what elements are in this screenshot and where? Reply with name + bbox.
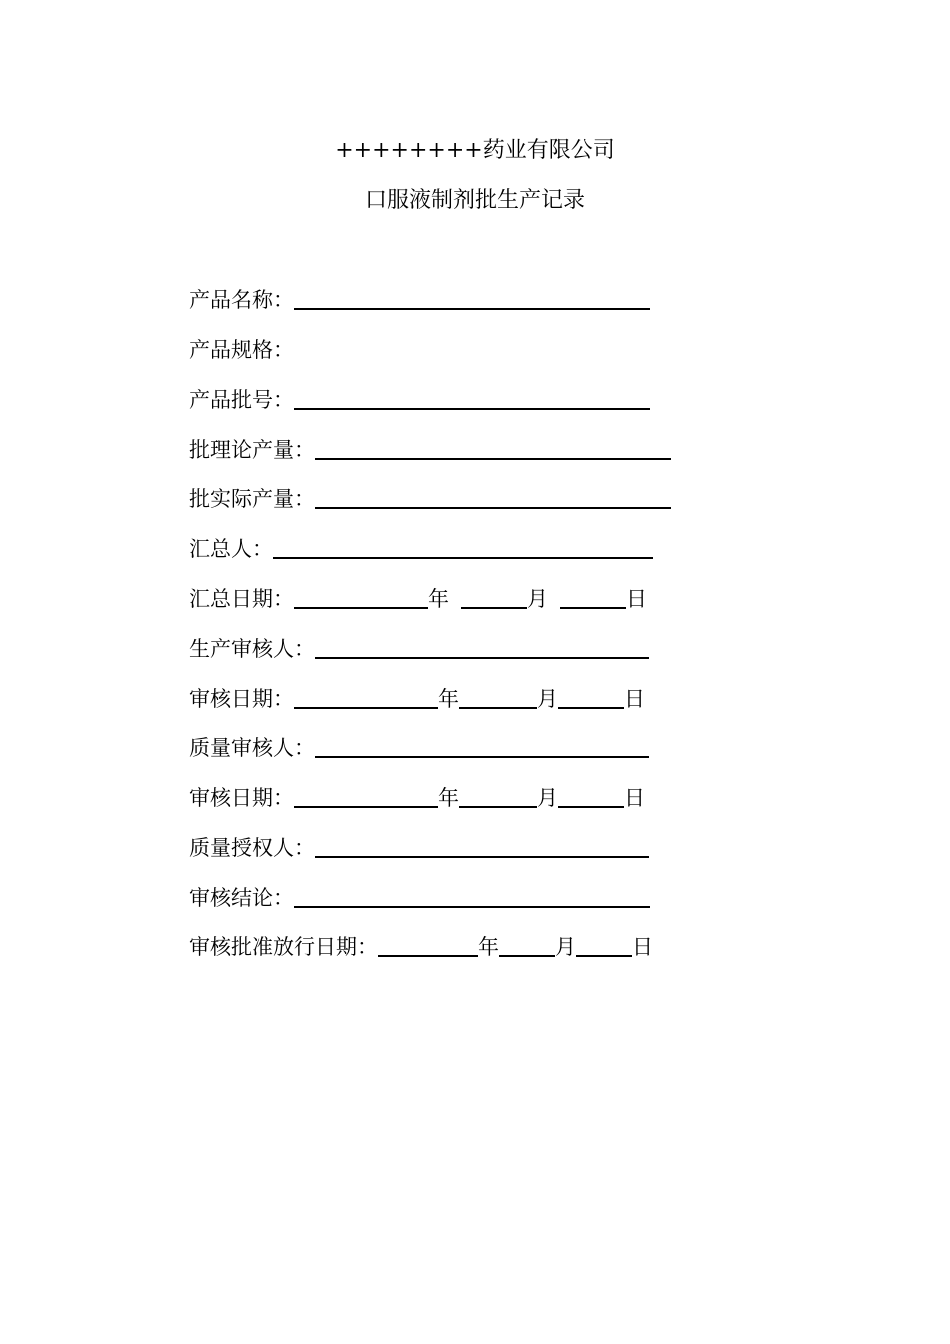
actual-yield-label: 批实际产量： xyxy=(189,487,315,511)
month-unit: 月 xyxy=(537,786,558,810)
summary-day-field[interactable] xyxy=(560,585,626,609)
theoretical-yield-field[interactable] xyxy=(315,436,671,460)
review-year-field-1[interactable] xyxy=(294,685,438,709)
review-year-field-2[interactable] xyxy=(294,784,438,808)
batch-no-label: 产品批号： xyxy=(189,388,294,412)
company-name: ++++++++药业有限公司 xyxy=(335,138,615,163)
actual-yield-row xyxy=(189,481,671,513)
product-name-label: 产品名称： xyxy=(189,288,294,312)
year-unit: 年 xyxy=(428,587,449,611)
production-reviewer-field[interactable] xyxy=(315,635,649,659)
summary-year-field[interactable] xyxy=(294,585,428,609)
release-date-label: 审核批准放行日期： xyxy=(189,935,378,959)
summarizer-field[interactable] xyxy=(273,535,653,559)
day-unit: 日 xyxy=(624,786,645,810)
review-month-field-2[interactable] xyxy=(459,784,537,808)
release-date-row xyxy=(189,929,653,961)
summarizer-row xyxy=(189,531,653,563)
day-unit: 日 xyxy=(632,935,653,959)
summary-date-label: 汇总日期： xyxy=(189,587,294,611)
production-reviewer-row xyxy=(189,631,649,663)
day-unit: 日 xyxy=(626,587,647,611)
year-unit: 年 xyxy=(478,935,499,959)
release-day-field[interactable] xyxy=(576,933,632,957)
document-title: 口服液制剂批生产记录 xyxy=(364,188,585,213)
summarizer-label: 汇总人： xyxy=(189,537,273,561)
review-date-label-1: 审核日期： xyxy=(189,687,294,711)
actual-yield-field[interactable] xyxy=(315,485,671,509)
quality-reviewer-field[interactable] xyxy=(315,734,649,758)
release-year-field[interactable] xyxy=(378,933,478,957)
review-conclusion-row xyxy=(189,880,650,912)
batch-no-row xyxy=(189,382,650,414)
production-reviewer-label: 生产审核人： xyxy=(189,637,315,661)
quality-reviewer-label: 质量审核人： xyxy=(189,736,315,760)
year-unit: 年 xyxy=(438,687,459,711)
review-date-label-2: 审核日期： xyxy=(189,786,294,810)
batch-no-field[interactable] xyxy=(294,386,650,410)
summary-month-field[interactable] xyxy=(461,585,527,609)
product-spec-row xyxy=(189,332,294,364)
month-unit: 月 xyxy=(537,687,558,711)
day-unit: 日 xyxy=(624,687,645,711)
month-unit: 月 xyxy=(555,935,576,959)
theoretical-yield-row xyxy=(189,432,671,464)
release-month-field[interactable] xyxy=(499,933,555,957)
month-unit: 月 xyxy=(527,587,548,611)
quality-reviewer-row xyxy=(189,730,649,762)
product-spec-label: 产品规格： xyxy=(189,338,294,362)
quality-authorizer-field[interactable] xyxy=(315,834,649,858)
review-day-field-1[interactable] xyxy=(558,685,624,709)
product-name-field[interactable] xyxy=(294,286,650,310)
review-conclusion-field[interactable] xyxy=(294,884,650,908)
review-conclusion-label: 审核结论： xyxy=(189,886,294,910)
review-month-field-1[interactable] xyxy=(459,685,537,709)
product-name-row xyxy=(189,282,650,314)
quality-authorizer-label: 质量授权人： xyxy=(189,836,315,860)
year-unit: 年 xyxy=(438,786,459,810)
summary-date-row xyxy=(189,581,647,613)
theoretical-yield-label: 批理论产量： xyxy=(189,438,315,462)
review-day-field-2[interactable] xyxy=(558,784,624,808)
quality-authorizer-row xyxy=(189,830,649,862)
review-date-row-2 xyxy=(189,780,645,812)
review-date-row-1 xyxy=(189,681,645,713)
